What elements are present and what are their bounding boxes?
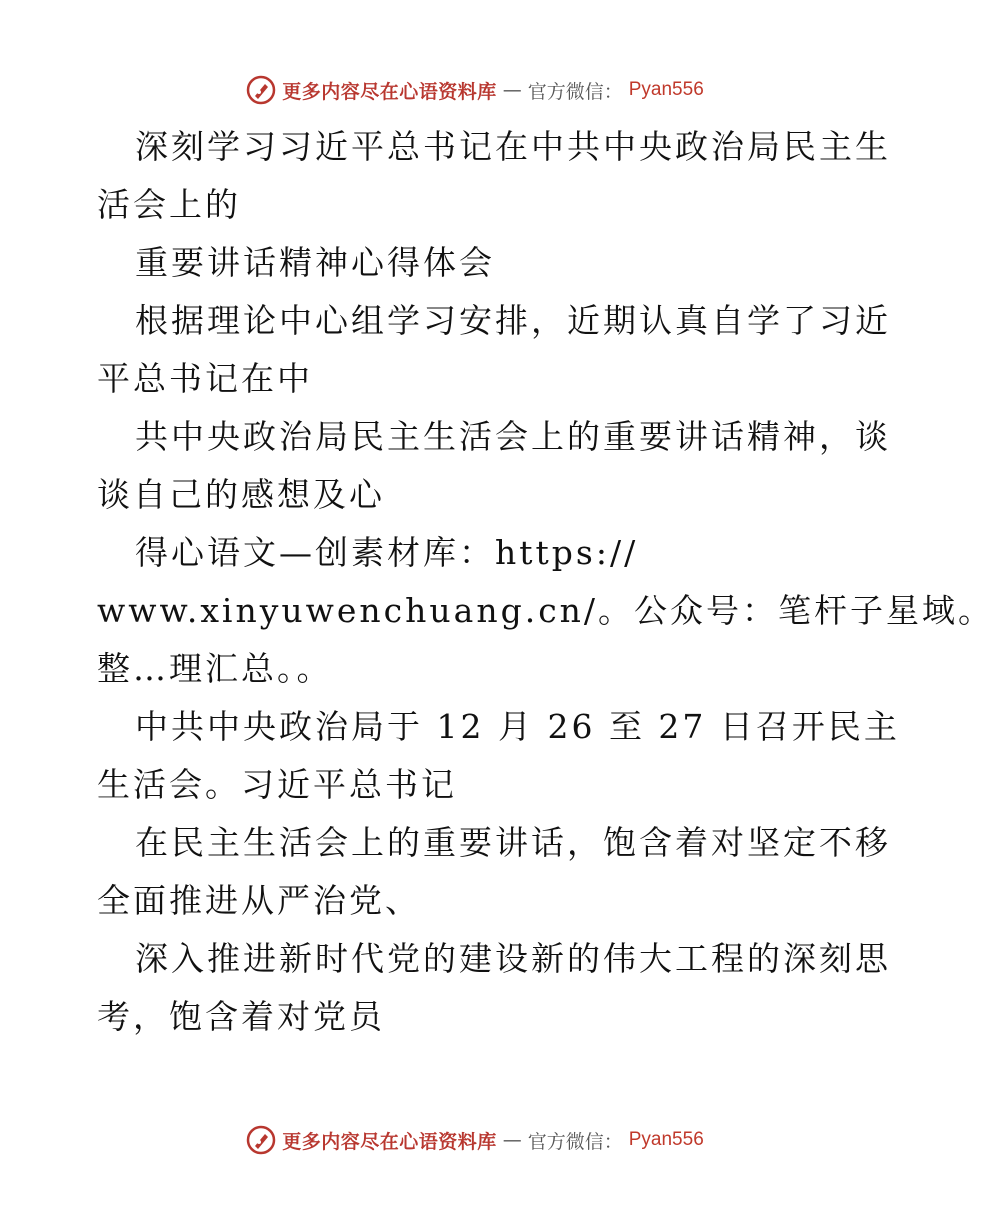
banner-main-text: 更多内容尽在心语资料库: [282, 80, 497, 103]
paragraph-line: 整…理汇总。。: [97, 649, 333, 688]
paragraph-line: www.xinyuwenchuang.cn/。公众号：笔杆子星域。: [97, 591, 994, 630]
footer-banner: [0, 1120, 950, 1160]
paragraph-line: 平总书记在中: [97, 359, 313, 398]
pen-nib-logo-icon: [246, 75, 276, 105]
paragraph-line: 得心语文—创素材库：https://: [135, 533, 639, 572]
banner-wechat-label: 官方微信：: [527, 80, 623, 103]
banner-separator: —: [502, 1129, 522, 1151]
banner-main-text: 更多内容尽在心语资料库: [282, 1130, 497, 1153]
pen-nib-logo-icon: [246, 1125, 276, 1155]
paragraph-line: 全面推进从严治党、: [97, 881, 421, 920]
paragraph-line: 深入推进新时代党的建设新的伟大工程的深刻思: [135, 939, 891, 978]
banner-separator: —: [502, 79, 522, 101]
paragraph-line: 生活会。习近平总书记: [97, 765, 457, 804]
paragraph-line: 共中央政治局民主生活会上的重要讲话精神，谈: [135, 417, 891, 456]
paragraph-line: 中共中央政治局于 12 月 26 至 27 日召开民主: [135, 707, 900, 746]
paragraph-line: 在民主生活会上的重要讲话，饱含着对坚定不移: [135, 823, 891, 862]
document-body: [97, 118, 994, 1046]
paragraph-line: 谈自己的感想及心: [97, 475, 385, 514]
banner-wechat-id: Pyan556: [628, 1129, 704, 1150]
banner-wechat-id: Pyan556: [628, 79, 704, 100]
header-banner: [0, 70, 950, 110]
title-line-3: 重要讲话精神心得体会: [135, 243, 495, 282]
banner-wechat-label: 官方微信：: [527, 1130, 623, 1153]
title-line-1: 深刻学习习近平总书记在中共中央政治局民主生: [135, 127, 891, 166]
title-line-2: 活会上的: [97, 185, 241, 224]
paragraph-line: 根据理论中心组学习安排，近期认真自学了习近: [135, 301, 891, 340]
paragraph-line: 考，饱含着对党员: [97, 997, 385, 1036]
